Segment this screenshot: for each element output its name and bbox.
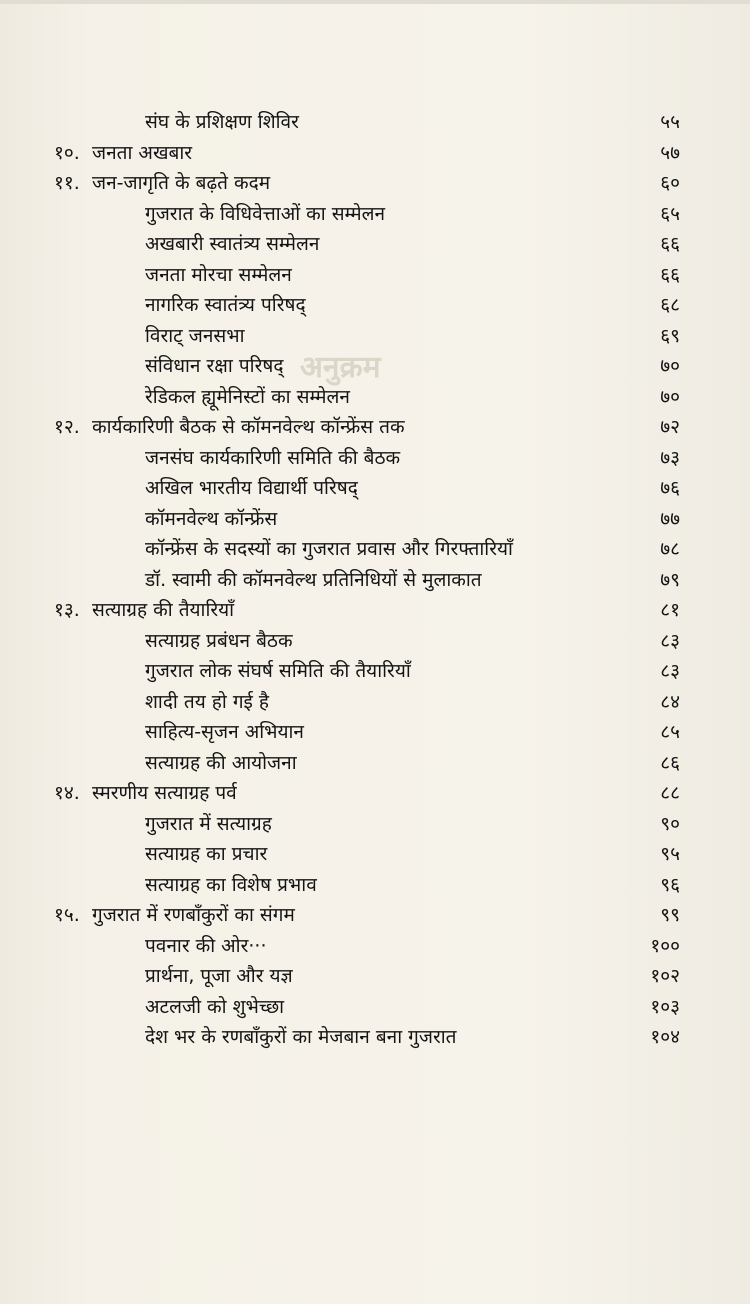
toc-chapter-entry xyxy=(0,595,750,625)
page-number: ७६ xyxy=(660,477,680,499)
chapter-number: १२. xyxy=(54,416,80,438)
toc-subentry xyxy=(0,229,750,259)
toc-subentry xyxy=(0,809,750,839)
page-number: ७० xyxy=(660,355,680,377)
entry-title: कार्यकारिणी बैठक से कॉमनवेल्थ कॉन्फ्रेंस तक xyxy=(92,416,405,438)
page-number: ७७ xyxy=(660,507,680,530)
toc-chapter-entry xyxy=(0,778,750,808)
toc-subentry xyxy=(0,626,750,656)
page-number: ६८ xyxy=(660,294,680,316)
page-number: ७८ xyxy=(660,538,680,560)
toc-chapter-entry xyxy=(0,168,750,198)
toc-subentry xyxy=(0,443,750,473)
page-number: ७० xyxy=(660,385,680,408)
entry-title: जनता अखबार xyxy=(92,141,193,164)
entry-title: देश भर के रणबाँकुरों का मेजबान बना गुजरात xyxy=(145,1026,457,1048)
entry-title: नागरिक स्वातंत्र्य परिषद् xyxy=(145,294,306,316)
entry-title: संविधान रक्षा परिषद् xyxy=(145,355,284,377)
toc-subentry xyxy=(0,351,750,381)
page-number: ८५ xyxy=(660,721,680,743)
page-number: ७३ xyxy=(660,446,680,469)
page-number: ७२ xyxy=(660,416,680,438)
toc-subentry xyxy=(0,931,750,961)
page-number: १०३ xyxy=(650,995,680,1018)
toc-subentry xyxy=(0,260,750,290)
toc-subentry xyxy=(0,199,750,229)
entry-title: डॉ. स्वामी की कॉमनवेल्थ प्रतिनिधियों से मुलाकात xyxy=(145,568,482,591)
toc-subentry xyxy=(0,290,750,320)
toc-subentry xyxy=(0,534,750,564)
bleed-through-heading: अनुक्रम xyxy=(300,350,381,385)
toc-subentry xyxy=(0,382,750,412)
entry-title: अखिल भारतीय विद्यार्थी परिषद् xyxy=(145,477,358,499)
entry-title: सत्याग्रह का विशेष प्रभाव xyxy=(145,873,317,896)
page-number: ८४ xyxy=(660,690,680,713)
entry-title: जन-जागृति के बढ़ते कदम xyxy=(92,172,271,194)
toc-subentry xyxy=(0,687,750,717)
page-number: ९९ xyxy=(660,904,680,926)
page-number: ८८ xyxy=(660,782,680,804)
toc-subentry xyxy=(0,717,750,747)
chapter-number: १४. xyxy=(54,782,80,804)
toc-subentry xyxy=(0,748,750,778)
chapter-number: १०. xyxy=(54,141,80,164)
entry-title: विराट् जनसभा xyxy=(145,324,245,347)
page-number: ८३ xyxy=(660,629,680,652)
page-number: ६९ xyxy=(660,324,680,347)
toc-chapter-entry xyxy=(0,138,750,168)
page-number: ९० xyxy=(660,812,680,835)
entry-title: अखबारी स्वातंत्र्य सम्मेलन xyxy=(145,233,320,255)
page-number: ८१ xyxy=(660,599,680,621)
page-number: ६६ xyxy=(660,233,680,255)
entry-title: सत्याग्रह प्रबंधन बैठक xyxy=(145,629,293,652)
page-number: १०० xyxy=(650,934,680,957)
entry-title: गुजरात लोक संघर्ष समिति की तैयारियाँ xyxy=(145,660,411,682)
toc-subentry xyxy=(0,992,750,1022)
page-number: ५५ xyxy=(660,111,680,133)
toc-subentry xyxy=(0,656,750,686)
page-number: ९५ xyxy=(660,843,680,865)
chapter-number: ११. xyxy=(54,172,80,194)
chapter-number: १३. xyxy=(54,599,80,621)
toc-chapter-entry xyxy=(0,412,750,442)
page-number: १०२ xyxy=(650,965,680,987)
entry-title: पवनार की ओर··· xyxy=(145,934,267,957)
page-number: ८६ xyxy=(660,751,680,774)
entry-title: संघ के प्रशिक्षण शिविर xyxy=(145,111,299,133)
toc-chapter-entry xyxy=(0,900,750,930)
page-number: ६० xyxy=(660,172,680,194)
entry-title: जनता मोरचा सम्मेलन xyxy=(145,263,292,286)
page-number: ६६ xyxy=(660,263,680,286)
page-number: ५७ xyxy=(660,141,680,164)
toc-subentry xyxy=(0,107,750,137)
toc-subentry xyxy=(0,565,750,595)
entry-title: स्मरणीय सत्याग्रह पर्व xyxy=(92,782,237,804)
page-number: ९६ xyxy=(660,873,680,896)
entry-title: साहित्य-सृजन अभियान xyxy=(145,721,304,743)
entry-title: प्रार्थना, पूजा और यज्ञ xyxy=(145,965,293,987)
entry-title: गुजरात में रणबाँकुरों का संगम xyxy=(92,904,295,926)
toc-subentry xyxy=(0,870,750,900)
toc-subentry xyxy=(0,473,750,503)
entry-title: सत्याग्रह का प्रचार xyxy=(145,843,268,865)
page-number: १०४ xyxy=(650,1026,680,1048)
page-number: ६५ xyxy=(660,202,680,225)
page-number: ७९ xyxy=(660,568,680,591)
entry-title: अटलजी को शुभेच्छा xyxy=(145,995,285,1018)
entry-title: कॉन्फ्रेंस के सदस्यों का गुजरात प्रवास और गिरफ्तारियाँ xyxy=(145,538,513,560)
toc-subentry xyxy=(0,961,750,991)
entry-title: गुजरात में सत्याग्रह xyxy=(145,812,272,835)
entry-title: शादी तय हो गई है xyxy=(145,690,269,713)
entry-title: कॉमनवेल्थ कॉन्फ्रेंस xyxy=(145,507,278,530)
toc-subentry xyxy=(0,839,750,869)
entry-title: सत्याग्रह की तैयारियाँ xyxy=(92,599,235,621)
entry-title: रेडिकल ह्यूमेनिस्टों का सम्मेलन xyxy=(145,385,350,408)
toc-subentry xyxy=(0,1022,750,1052)
entry-title: गुजरात के विधिवेत्ताओं का सम्मेलन xyxy=(145,202,386,225)
entry-title: जनसंघ कार्यकारिणी समिति की बैठक xyxy=(145,446,401,469)
toc-subentry xyxy=(0,504,750,534)
toc-subentry xyxy=(0,321,750,351)
chapter-number: १५. xyxy=(54,904,80,926)
page-number: ८३ xyxy=(660,660,680,682)
entry-title: सत्याग्रह की आयोजना xyxy=(145,751,297,774)
